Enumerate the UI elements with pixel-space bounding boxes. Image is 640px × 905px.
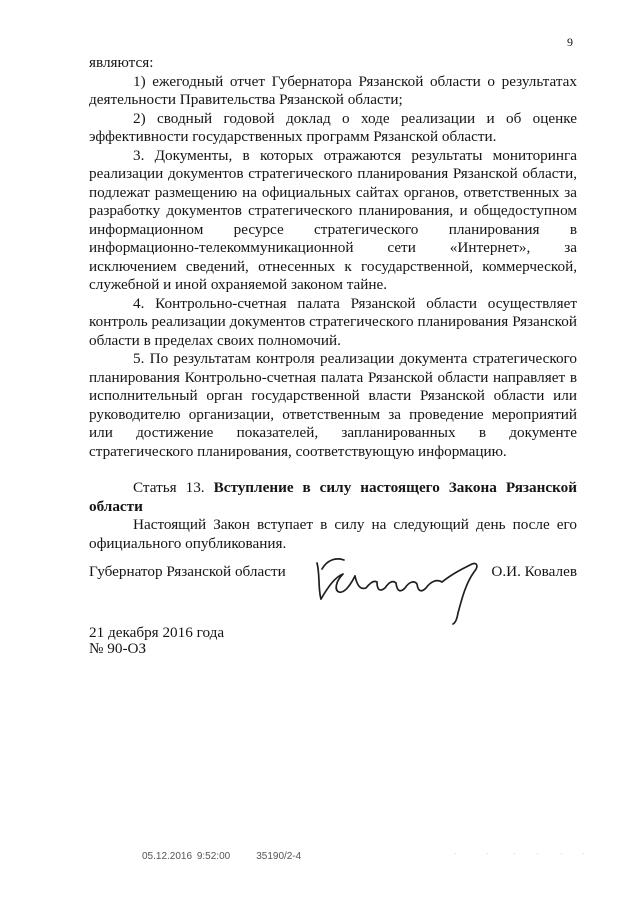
- signer-post: Губернатор Рязанской области: [89, 563, 286, 580]
- signer-name: О.И. Ковалев: [491, 563, 577, 580]
- law-number: № 90-ОЗ: [89, 640, 147, 657]
- scan-noise-mark: ·: [486, 849, 489, 858]
- law-date: 21 декабря 2016 года: [89, 624, 225, 641]
- paragraph-3: 3. Документы, в которых отражаются результаты мониторинга реализации документов стратегического планирования Рязанской области, подлежат размещению на официальных сайтах органов, ответственных за разработку документов стратегического планирования, и общедоступном информационном ресурсе стратегического планирования в информационно-телекоммуникационной сети «Интернет», за исключением сведений, отнесенных к государственной, коммерческой, служебной и иной охраняемой законом тайне.: [89, 146, 577, 293]
- scan-noise-mark: ·: [513, 849, 516, 858]
- footer-stamp: [142, 851, 301, 862]
- scan-noise-mark: ·: [454, 849, 457, 858]
- paragraph-5: 5. По результатам контроля реализации документа стратегического планирования Контрольно-счетная палата Рязанской области направляет в исполнительный орган государственной власти Рязанской области или руководителю организации, ответственным за проведение мероприятий или достижение показателей, запланированных в документе стратегического планирования, соответствующую информацию.: [89, 350, 577, 460]
- footer-document-id: 35190/2-4: [256, 851, 302, 862]
- paragraph-item-2: 2) сводный годовой доклад о ходе реализации и об оценке эффективности государственных программ Рязанской области.: [89, 109, 577, 145]
- page-number: 9: [567, 35, 573, 49]
- article-heading: [89, 479, 577, 516]
- article-text: Настоящий Закон вступает в силу на следующий день после его официального опубликования.: [89, 516, 577, 552]
- signature-block: [89, 563, 577, 603]
- article-title: Вступление в силу настоящего Закона Рязанской области: [89, 479, 577, 515]
- paragraph-item-1: 1) ежегодный отчет Губернатора Рязанской области о результатах деятельности Правительства Рязанской области;: [89, 72, 577, 108]
- paragraph-4: 4. Контрольно-счетная палата Рязанской области осуществляет контроль реализации документов стратегического планирования Рязанской области в пределах своих полномочий.: [89, 294, 577, 349]
- article-label: Статья 13.: [133, 479, 205, 496]
- paragraph-continuation: являются:: [89, 54, 154, 71]
- document-body: [89, 54, 577, 553]
- scan-noise-mark: ·: [536, 849, 539, 858]
- footer-timestamp: 05.12.2016 9:52:00: [142, 851, 231, 862]
- law-info: [89, 625, 224, 657]
- scan-noise-mark: ·: [582, 849, 585, 858]
- scan-noise-mark: ·: [560, 849, 563, 858]
- handwritten-signature: [311, 543, 483, 627]
